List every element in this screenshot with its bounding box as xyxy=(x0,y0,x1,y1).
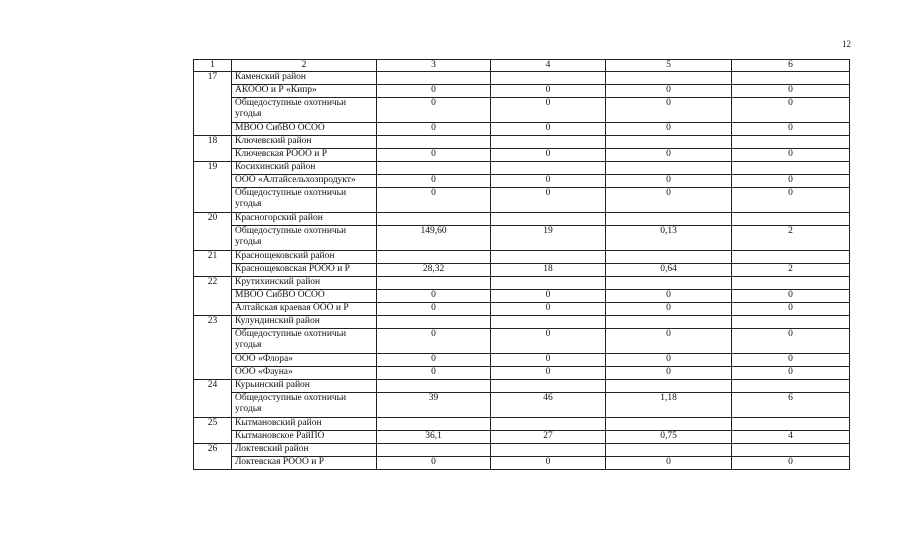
organization-name-cell: Общедоступные охотничьи угодья xyxy=(232,226,377,251)
header-cell-5: 5 xyxy=(606,60,732,72)
value-cell-col3: 39 xyxy=(377,393,491,418)
value-cell-col3: 0 xyxy=(377,98,491,123)
row-number-cell: 17 xyxy=(194,72,232,136)
row-number-cell: 19 xyxy=(194,162,232,213)
table-row xyxy=(194,354,850,367)
empty-cell xyxy=(606,444,732,457)
empty-cell xyxy=(606,251,732,264)
empty-cell xyxy=(491,251,606,264)
district-name-cell: Крутихинский район xyxy=(232,277,377,290)
empty-cell xyxy=(491,316,606,329)
organization-name-cell: АКООО и Р «Кипр» xyxy=(232,85,377,98)
district-name-cell: Красногорский район xyxy=(232,213,377,226)
value-cell-col3: 0 xyxy=(377,175,491,188)
empty-cell xyxy=(606,316,732,329)
table-row xyxy=(194,98,850,123)
district-row xyxy=(194,162,850,175)
value-cell-col3: 28,32 xyxy=(377,264,491,277)
value-cell-col6: 0 xyxy=(732,123,850,136)
organization-name-cell: Общедоступные охотничьи угодья xyxy=(232,329,377,354)
organization-name-cell: ООО «Флора» xyxy=(232,354,377,367)
value-cell-col5: 0,64 xyxy=(606,264,732,277)
value-cell-col4: 0 xyxy=(491,303,606,316)
value-cell-col3: 149,60 xyxy=(377,226,491,251)
value-cell-col4: 0 xyxy=(491,354,606,367)
organization-name-cell: Кытмановское РайПО xyxy=(232,431,377,444)
value-cell-col5: 0,13 xyxy=(606,226,732,251)
table-row xyxy=(194,457,850,470)
value-cell-col6: 0 xyxy=(732,149,850,162)
page-number: 12 xyxy=(842,39,851,49)
district-name-cell: Косихинский район xyxy=(232,162,377,175)
empty-cell xyxy=(491,136,606,149)
value-cell-col5: 0 xyxy=(606,354,732,367)
value-cell-col4: 27 xyxy=(491,431,606,444)
hunting-grounds-table xyxy=(193,59,850,470)
table-row xyxy=(194,85,850,98)
district-row xyxy=(194,418,850,431)
value-cell-col5: 0 xyxy=(606,98,732,123)
district-name-cell: Кытмановский район xyxy=(232,418,377,431)
value-cell-col4: 0 xyxy=(491,188,606,213)
value-cell-col3: 0 xyxy=(377,329,491,354)
value-cell-col3: 0 xyxy=(377,303,491,316)
organization-name-cell: ООО «Фауна» xyxy=(232,367,377,380)
district-row xyxy=(194,251,850,264)
header-cell-4: 4 xyxy=(491,60,606,72)
value-cell-col5: 0,75 xyxy=(606,431,732,444)
table-body xyxy=(194,60,850,470)
organization-name-cell: Алтайская краевая ООО и Р xyxy=(232,303,377,316)
value-cell-col4: 46 xyxy=(491,393,606,418)
value-cell-col5: 0 xyxy=(606,175,732,188)
district-name-cell: Локтевский район xyxy=(232,444,377,457)
table-row xyxy=(194,303,850,316)
value-cell-col4: 0 xyxy=(491,175,606,188)
value-cell-col4: 18 xyxy=(491,264,606,277)
district-name-cell: Курьинский район xyxy=(232,380,377,393)
value-cell-col5: 0 xyxy=(606,329,732,354)
empty-cell xyxy=(377,213,491,226)
value-cell-col4: 0 xyxy=(491,329,606,354)
table-row xyxy=(194,329,850,354)
empty-cell xyxy=(606,380,732,393)
value-cell-col4: 19 xyxy=(491,226,606,251)
organization-name-cell: Ключевская РООО и Р xyxy=(232,149,377,162)
row-number-cell: 18 xyxy=(194,136,232,162)
value-cell-col6: 2 xyxy=(732,226,850,251)
row-number-cell: 26 xyxy=(194,444,232,470)
district-row xyxy=(194,277,850,290)
empty-cell xyxy=(606,162,732,175)
value-cell-col3: 36,1 xyxy=(377,431,491,444)
row-number-cell: 20 xyxy=(194,213,232,251)
header-cell-6: 6 xyxy=(732,60,850,72)
value-cell-col6: 0 xyxy=(732,188,850,213)
table-row xyxy=(194,431,850,444)
empty-cell xyxy=(491,213,606,226)
value-cell-col6: 0 xyxy=(732,457,850,470)
value-cell-col3: 0 xyxy=(377,354,491,367)
value-cell-col6: 0 xyxy=(732,98,850,123)
district-name-cell: Ключевский район xyxy=(232,136,377,149)
value-cell-col6: 0 xyxy=(732,367,850,380)
empty-cell xyxy=(377,162,491,175)
value-cell-col3: 0 xyxy=(377,367,491,380)
table-row xyxy=(194,226,850,251)
empty-cell xyxy=(491,444,606,457)
table-row xyxy=(194,175,850,188)
table-row xyxy=(194,367,850,380)
header-cell-3: 3 xyxy=(377,60,491,72)
value-cell-col4: 0 xyxy=(491,98,606,123)
row-number-cell: 24 xyxy=(194,380,232,418)
district-row xyxy=(194,444,850,457)
empty-cell xyxy=(732,213,850,226)
empty-cell xyxy=(491,418,606,431)
value-cell-col5: 0 xyxy=(606,457,732,470)
value-cell-col6: 0 xyxy=(732,329,850,354)
value-cell-col5: 0 xyxy=(606,188,732,213)
value-cell-col6: 0 xyxy=(732,354,850,367)
organization-name-cell: МВОО СибВО ОСОО xyxy=(232,123,377,136)
header-cell-1: 1 xyxy=(194,60,232,72)
empty-cell xyxy=(377,444,491,457)
value-cell-col5: 0 xyxy=(606,85,732,98)
table-row xyxy=(194,393,850,418)
table-row xyxy=(194,149,850,162)
organization-name-cell: ООО «Алтайсельхозпродукт» xyxy=(232,175,377,188)
empty-cell xyxy=(732,316,850,329)
value-cell-col5: 0 xyxy=(606,367,732,380)
empty-cell xyxy=(491,277,606,290)
value-cell-col5: 0 xyxy=(606,290,732,303)
empty-cell xyxy=(732,380,850,393)
value-cell-col6: 0 xyxy=(732,303,850,316)
district-name-cell: Краснощековский район xyxy=(232,251,377,264)
organization-name-cell: Локтевская РООО и Р xyxy=(232,457,377,470)
empty-cell xyxy=(377,251,491,264)
district-name-cell: Кулундинский район xyxy=(232,316,377,329)
empty-cell xyxy=(732,251,850,264)
value-cell-col6: 6 xyxy=(732,393,850,418)
value-cell-col6: 2 xyxy=(732,264,850,277)
empty-cell xyxy=(377,72,491,85)
empty-cell xyxy=(377,277,491,290)
row-number-cell: 23 xyxy=(194,316,232,380)
value-cell-col6: 0 xyxy=(732,85,850,98)
empty-cell xyxy=(732,162,850,175)
organization-name-cell: Общедоступные охотничьи угодья xyxy=(232,188,377,213)
value-cell-col5: 0 xyxy=(606,149,732,162)
row-number-cell: 22 xyxy=(194,277,232,316)
empty-cell xyxy=(606,418,732,431)
empty-cell xyxy=(732,418,850,431)
header-row xyxy=(194,60,850,72)
value-cell-col5: 0 xyxy=(606,123,732,136)
table-row xyxy=(194,123,850,136)
organization-name-cell: Общедоступные охотничьи угодья xyxy=(232,393,377,418)
table-row xyxy=(194,290,850,303)
district-row xyxy=(194,380,850,393)
row-number-cell: 21 xyxy=(194,251,232,277)
value-cell-col6: 0 xyxy=(732,175,850,188)
empty-cell xyxy=(606,213,732,226)
value-cell-col3: 0 xyxy=(377,123,491,136)
header-cell-2: 2 xyxy=(232,60,377,72)
empty-cell xyxy=(732,277,850,290)
district-row xyxy=(194,136,850,149)
value-cell-col3: 0 xyxy=(377,188,491,213)
empty-cell xyxy=(606,136,732,149)
value-cell-col4: 0 xyxy=(491,85,606,98)
district-row xyxy=(194,316,850,329)
empty-cell xyxy=(491,162,606,175)
empty-cell xyxy=(606,72,732,85)
empty-cell xyxy=(606,277,732,290)
value-cell-col4: 0 xyxy=(491,290,606,303)
empty-cell xyxy=(377,136,491,149)
organization-name-cell: МВОО СибВО ОСОО xyxy=(232,290,377,303)
empty-cell xyxy=(377,418,491,431)
empty-cell xyxy=(377,316,491,329)
organization-name-cell: Общедоступные охотничьи угодья xyxy=(232,98,377,123)
district-name-cell: Каменский район xyxy=(232,72,377,85)
table-row xyxy=(194,188,850,213)
value-cell-col3: 0 xyxy=(377,457,491,470)
empty-cell xyxy=(491,72,606,85)
value-cell-col4: 0 xyxy=(491,123,606,136)
district-row xyxy=(194,72,850,85)
value-cell-col5: 0 xyxy=(606,303,732,316)
value-cell-col5: 1,18 xyxy=(606,393,732,418)
empty-cell xyxy=(732,72,850,85)
row-number-cell: 25 xyxy=(194,418,232,444)
empty-cell xyxy=(732,136,850,149)
value-cell-col3: 0 xyxy=(377,290,491,303)
value-cell-col4: 0 xyxy=(491,367,606,380)
value-cell-col6: 4 xyxy=(732,431,850,444)
value-cell-col4: 0 xyxy=(491,457,606,470)
value-cell-col3: 0 xyxy=(377,149,491,162)
empty-cell xyxy=(377,380,491,393)
value-cell-col4: 0 xyxy=(491,149,606,162)
organization-name-cell: Краснощековская РООО и Р xyxy=(232,264,377,277)
value-cell-col3: 0 xyxy=(377,85,491,98)
empty-cell xyxy=(491,380,606,393)
value-cell-col6: 0 xyxy=(732,290,850,303)
empty-cell xyxy=(732,444,850,457)
table-row xyxy=(194,264,850,277)
district-row xyxy=(194,213,850,226)
